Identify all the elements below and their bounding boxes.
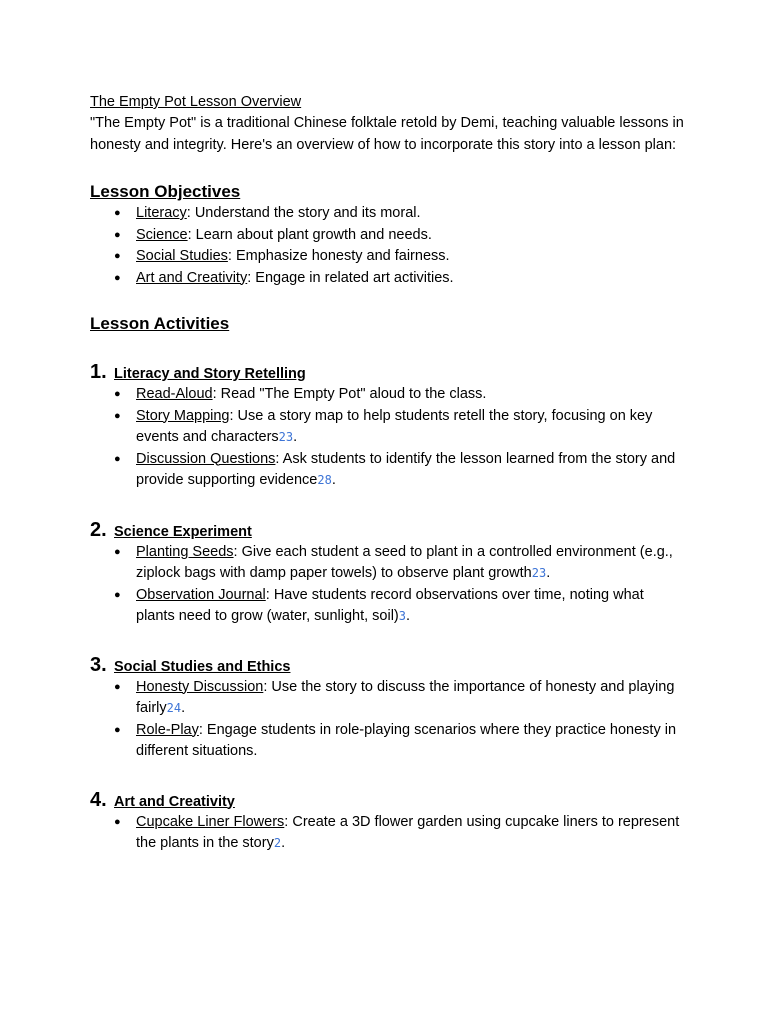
citation-link[interactable]: 2 [273, 836, 282, 850]
objective-text: : Understand the story and its moral. [186, 205, 421, 221]
activity-4-heading [90, 789, 685, 812]
list-item [90, 812, 685, 855]
activity-2-list [90, 542, 685, 628]
list-item [90, 585, 685, 628]
intro-paragraph: "The Empty Pot" is a traditional Chinese folktale retold by Demi, teaching valuable lessons in honesty and integrity. Here's an overview of how to incorporate this story into a lesson plan: [90, 115, 684, 153]
objective-term: Science [136, 226, 188, 243]
objective-term: Social Studies [136, 248, 228, 264]
activity-number: 3. [90, 653, 107, 676]
objective-text: : Emphasize honesty and fairness. [227, 248, 450, 264]
list-item [90, 203, 685, 225]
activity-text: : Use a story map to help students retell the story, focusing on key events and characters [136, 407, 653, 445]
bullet-icon: ● [114, 588, 121, 601]
list-item [90, 677, 685, 720]
activity-term: Planting Seeds [136, 543, 234, 560]
bullet-icon: ● [114, 545, 121, 558]
list-item [90, 246, 685, 268]
activity-number: 2. [90, 518, 107, 541]
activity-term: Observation Journal [136, 586, 266, 603]
activity-1-heading [90, 361, 685, 384]
activity-text: : Create a 3D flower garden using cupcake liners to represent the plants in the story [136, 813, 680, 851]
list-item [90, 449, 685, 492]
activity-text: : Ask students to identify the lesson learned from the story and provide supporting evidence [136, 450, 676, 488]
activity-4-list [90, 812, 685, 855]
activity-text: : Use the story to discuss the importance of honesty and playing fairly [136, 678, 675, 716]
sentence-period: . [546, 565, 551, 581]
list-item [90, 384, 685, 406]
list-item [90, 268, 685, 290]
objective-term: Literacy [136, 205, 187, 221]
objective-term: Art and Creativity [136, 269, 248, 286]
activity-term: Discussion Questions [136, 450, 276, 467]
citation-link[interactable]: 28 [317, 473, 332, 487]
activity-number: 4. [90, 788, 107, 811]
citation-link[interactable]: 23 [278, 430, 294, 444]
objectives-heading: Lesson Objectives [90, 182, 241, 201]
bullet-icon: ● [114, 207, 121, 219]
activity-1-list [90, 384, 685, 492]
activity-title: Art and Creativity [114, 793, 235, 810]
list-item [90, 542, 685, 585]
activity-term: Honesty Discussion [136, 678, 264, 695]
bullet-icon: ● [114, 250, 121, 262]
activity-text: : Read "The Empty Pot" aloud to the class. [212, 386, 487, 402]
sentence-period: . [405, 608, 411, 624]
activity-3-list [90, 677, 685, 763]
objectives-list [90, 203, 685, 289]
bullet-icon: ● [114, 228, 121, 241]
sentence-period: . [293, 429, 298, 445]
list-item [90, 225, 685, 247]
document-title: The Empty Pot Lesson Overview [90, 94, 302, 110]
list-item [90, 406, 685, 449]
bullet-icon: ● [114, 723, 121, 736]
activity-term: Read-Aloud [136, 386, 213, 402]
activity-2-heading [90, 519, 685, 542]
activity-title: Science Experiment [114, 523, 252, 540]
bullet-icon: ● [114, 388, 121, 400]
activity-3-heading [90, 654, 685, 677]
activity-term: Role-Play [136, 721, 199, 738]
bullet-icon: ● [114, 815, 121, 828]
sentence-period: . [331, 472, 336, 488]
activity-title: Literacy and Story Retelling [114, 366, 306, 382]
citation-link[interactable]: 3 [398, 609, 406, 623]
activities-heading: Lesson Activities [90, 314, 230, 333]
activity-text: : Have students record observations over time, noting what plants need to grow (water, sunlight, soil) [136, 586, 644, 624]
objective-text: : Engage in related art activities. [247, 269, 454, 286]
citation-link[interactable]: 24 [166, 701, 182, 715]
activity-term: Cupcake Liner Flowers [136, 813, 285, 830]
objective-text: : Learn about plant growth and needs. [187, 226, 432, 243]
bullet-icon: ● [114, 409, 121, 422]
bullet-icon: ● [114, 680, 121, 693]
activity-text: : Engage students in role-playing scenarios where they practice honesty in different situations. [136, 721, 677, 759]
sentence-period: . [181, 700, 186, 716]
document-page [90, 93, 685, 855]
activity-title: Social Studies and Ethics [114, 658, 291, 675]
sentence-period: . [281, 835, 286, 851]
list-item [90, 720, 685, 763]
bullet-icon: ● [114, 271, 121, 284]
bullet-icon: ● [114, 452, 121, 465]
activity-number: 1. [90, 361, 107, 383]
activity-text: : Give each student a seed to plant in a controlled environment (e.g., ziplock bags with damp paper towels) to observe plant growth [136, 543, 673, 581]
activity-term: Story Mapping [136, 407, 230, 424]
citation-link[interactable]: 23 [531, 566, 547, 580]
